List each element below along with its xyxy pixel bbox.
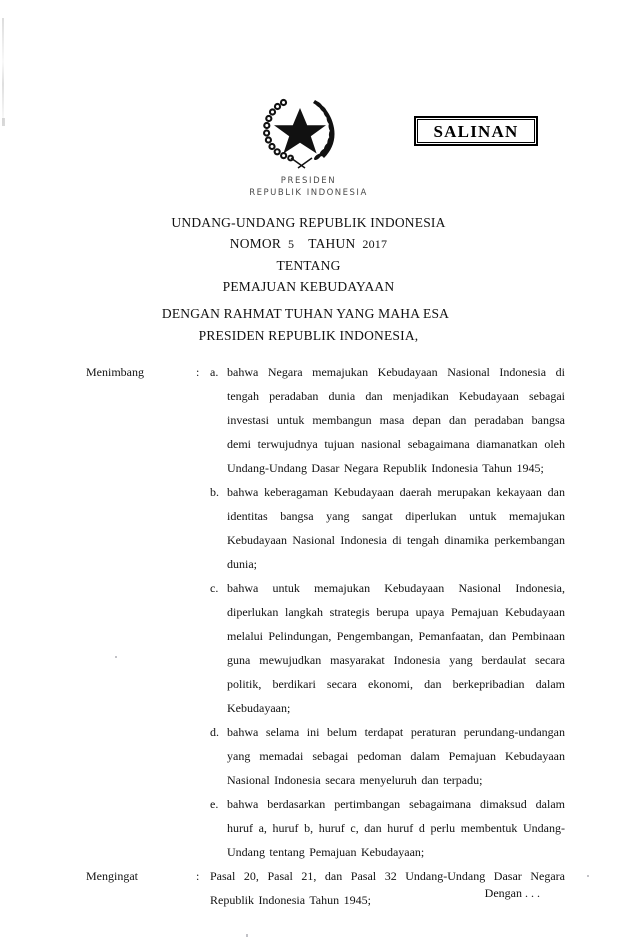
scan-speck bbox=[246, 934, 248, 937]
tahun-value: 2017 bbox=[362, 237, 388, 251]
consideration-item-d bbox=[0, 720, 617, 792]
consideration-item-a bbox=[0, 360, 617, 480]
decree-invocation: DENGAN RAHMAT TUHAN YANG MAHA ESA bbox=[161, 306, 450, 321]
menimbang-colon: : bbox=[196, 365, 200, 379]
item-marker-e: e. bbox=[210, 797, 219, 811]
nomor-value: 5 bbox=[288, 237, 295, 251]
document-number-line bbox=[0, 233, 617, 255]
tentang-label: TENTANG bbox=[276, 258, 341, 273]
salinan-stamp-inner-border bbox=[417, 119, 535, 143]
item-text-c: bahwa untuk memajukan Kebudayaan Nasional Indonesia, diperlukan langkah strategis berupa upaya Pemajuan Kebudayaan melalui Pelindungan, Pengembangan, Pemanfaatan, dan Pembinaan guna mewujudkan masyarakat Indonesia yang berdaulat secara politik, berdikari secara ekonomi, dan berkepribadian dalam Kebudayaan; bbox=[227, 581, 565, 715]
page-title: UNDANG-UNDANG REPUBLIK INDONESIA bbox=[171, 215, 446, 230]
item-marker-a: a. bbox=[210, 365, 219, 379]
consideration-item-c bbox=[0, 576, 617, 720]
mengingat-colon: : bbox=[196, 869, 200, 883]
decree-authority: PRESIDEN REPUBLIK INDONESIA, bbox=[198, 328, 419, 343]
emblem-caption-line2: REPUBLIK INDONESIA bbox=[249, 187, 368, 198]
salinan-stamp bbox=[414, 116, 538, 146]
consideration-item-b bbox=[0, 480, 617, 576]
decree-header bbox=[0, 303, 617, 347]
mengingat-label: Mengingat bbox=[86, 869, 138, 883]
nomor-label: NOMOR bbox=[229, 236, 282, 251]
emblem-caption-line1: PRESIDEN bbox=[280, 176, 337, 186]
tahun-label: TAHUN bbox=[308, 236, 356, 251]
consideration-item-e bbox=[0, 792, 617, 864]
item-marker-c: c. bbox=[210, 581, 219, 595]
emblem-caption bbox=[0, 176, 617, 199]
legal-basis-text: Pasal 20, Pasal 21, dan Pasal 32 Undang-Undang Dasar Negara Republik Indonesia Tahun 1945; bbox=[210, 869, 565, 907]
document-title-block bbox=[0, 212, 617, 297]
menimbang-label: Menimbang bbox=[86, 365, 144, 379]
item-marker-b: b. bbox=[210, 485, 219, 499]
scan-edge-artifact-secondary bbox=[2, 118, 5, 126]
salinan-stamp-label: SALINAN bbox=[433, 121, 519, 141]
document-subject: PEMAJUAN KEBUDAYAAN bbox=[222, 279, 395, 294]
item-text-b: bahwa keberagaman Kebudayaan daerah merupakan kekayaan dan identitas bangsa yang sangat diperlukan untuk memajukan Kebudayaan Nasional Indonesia di tengah dinamika perkembangan dunia; bbox=[227, 485, 565, 571]
garuda-star-wreath-icon bbox=[258, 92, 342, 172]
item-marker-d: d. bbox=[210, 725, 219, 739]
item-text-d: bahwa selama ini belum terdapat peraturan perundang-undangan yang memadai sebagai pedoman dalam Pemajuan Kebudayaan Nasional Indonesia secara menyeluruh dan terpadu; bbox=[227, 725, 565, 787]
scan-edge-artifact bbox=[2, 18, 4, 128]
clauses-section bbox=[0, 360, 617, 912]
item-text-e: bahwa berdasarkan pertimbangan sebagaimana dimaksud dalam huruf a, huruf b, huruf c, dan huruf d perlu membentuk Undang-Undang tentang Pemajuan Kebudayaan; bbox=[227, 797, 565, 859]
page-continuation-note: Dengan . . . bbox=[484, 886, 540, 900]
item-text-a: bahwa Negara memajukan Kebudayaan Nasional Indonesia di tengah peradaban dunia dan menjadikan Kebudayaan sebagai investasi untuk membangun masa depan dan peradaban bangsa demi terwujudnya tujuan nasional sebagaimana diamanatkan oleh Undang-Undang Dasar Negara Republik Indonesia Tahun 1945; bbox=[227, 365, 565, 475]
